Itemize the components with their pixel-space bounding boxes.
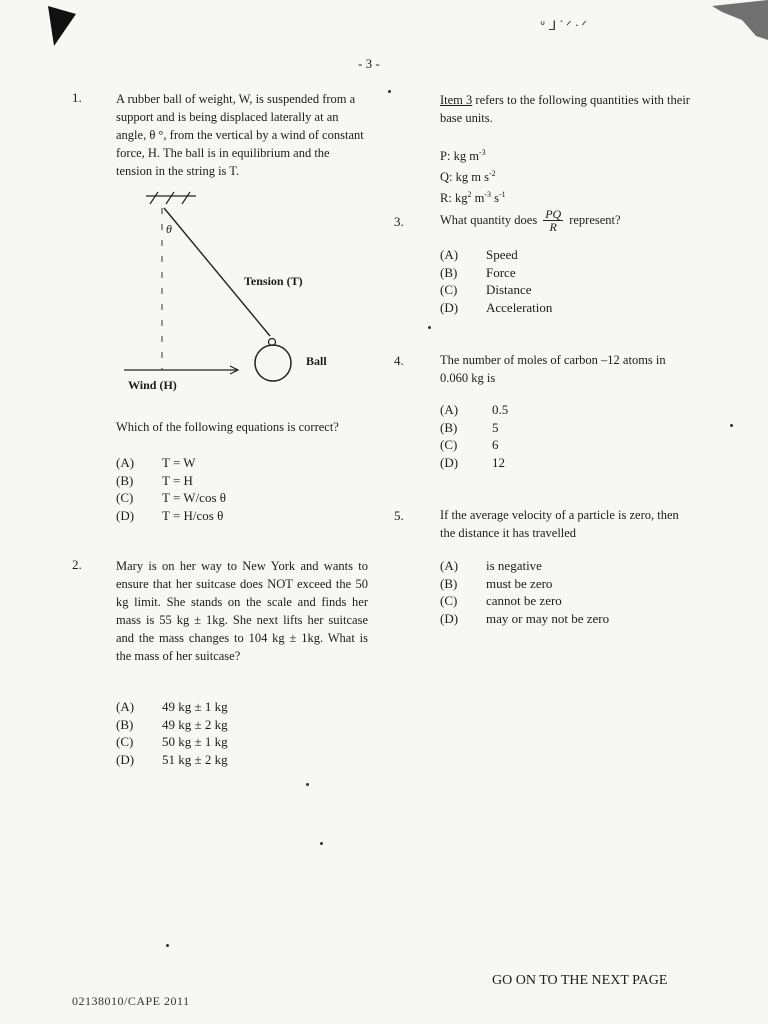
q5-option-c[interactable]: (C) cannot be zero — [440, 593, 562, 609]
scan-speck — [730, 424, 733, 427]
q3-option-b[interactable]: (B) Force — [440, 264, 516, 280]
scan-speck — [388, 90, 391, 93]
q5-options — [440, 557, 609, 627]
paper-code: 02138010/CAPE 2011 — [72, 994, 190, 1008]
q4-text: The number of moles of carbon –12 atoms in 0.060 kg is — [440, 353, 666, 385]
q4-option-d[interactable]: (D) 12 — [440, 454, 505, 470]
item3-intro — [440, 91, 700, 127]
top-right-scribble: ᐡ ᒧ ᐝ ᐟ ᐧ ᐟ — [540, 18, 587, 33]
q1-options — [116, 454, 226, 524]
item3-ref: Item 3 — [440, 93, 473, 107]
q3-option-c[interactable]: (C) Distance — [440, 282, 532, 298]
q1-option-d[interactable]: (D) T = H/cos θ — [116, 507, 224, 523]
q2-option-b[interactable]: (B) 49 kg ± 2 kg — [116, 716, 228, 732]
q3-question: What quantity does $\frac{PQ}{R}$ represent? — [440, 207, 621, 234]
item3-intro-text: refers to the following quantities with their base units. — [440, 93, 690, 125]
q2-number: 2. — [72, 557, 82, 572]
q5-option-b[interactable]: (B) must be zero — [440, 575, 553, 591]
q1-number: 1. — [72, 90, 82, 105]
q2-text: Mary is on her way to New York and wants to ensure that her suitcase does NOT exceed the 50 kg limit. She stands on the scale and finds her mass is 55 kg ± 1kg. She next lifts her suitcase and the mass changes to 104 kg ± 1kg. What is the mass of her suitcase? — [116, 559, 368, 663]
q4-options — [440, 401, 508, 471]
q2-option-a[interactable]: (A) 49 kg ± 1 kg — [116, 699, 228, 714]
next-page-note: GO ON TO THE NEXT PAGE — [492, 973, 668, 988]
q5-number: 5. — [394, 508, 404, 523]
q3-option-a[interactable]: (A) Speed — [440, 247, 518, 262]
quantity-q: Q: kg m $s^{-2}$ — [440, 169, 496, 185]
q5-option-d[interactable]: (D) may or may not be zero — [440, 610, 610, 626]
q3-options — [440, 246, 552, 316]
wind-label: Wind (H) — [128, 378, 177, 392]
q3-number: 3. — [394, 214, 404, 229]
q4-option-b[interactable]: (B) 5 — [440, 419, 499, 435]
quantity-r: R: $kg^2$ $m^{-3}$ $s^{-1}$ — [440, 190, 506, 206]
theta-label: θ — [166, 222, 172, 236]
q2-options — [116, 698, 228, 768]
q5-option-a[interactable]: (A) is negative — [440, 558, 542, 573]
scan-edge-shadow — [712, 0, 768, 40]
q4-number: 4. — [394, 353, 404, 368]
ball-label: Ball — [306, 354, 327, 368]
q3-fraction: $\frac{PQ}{R}$ — [545, 207, 562, 234]
quantity-p: P: kg $m^{-3}$ — [440, 148, 486, 164]
item3-quantities — [440, 144, 506, 207]
q5-text: If the average velocity of a particle is zero, then the distance it has travelled — [440, 508, 679, 540]
q2-option-d[interactable]: (D) 51 kg ± 2 kg — [116, 751, 228, 767]
scan-speck — [428, 326, 431, 329]
page-number: - 3 - — [358, 56, 380, 71]
q4-option-a[interactable]: (A) 0.5 — [440, 402, 509, 417]
tension-label: Tension (T) — [244, 274, 303, 288]
q2-option-c[interactable]: (C) 50 kg ± 1 kg — [116, 734, 228, 750]
q1-question: Which of the following equations is correct? — [116, 420, 339, 434]
q1-text: A rubber ball of weight, W, is suspended from a support and is being displaced laterally at an angle, θ °, from the vertical by a wind of constant force, H. The ball is in equilibrium and the tension in the string is T. — [116, 92, 364, 178]
corner-scan-mark — [48, 6, 76, 46]
scan-speck — [166, 944, 169, 947]
q3-option-d[interactable]: (D) Acceleration — [440, 299, 553, 315]
q4-option-c[interactable]: (C) 6 — [440, 437, 499, 453]
q1-option-a[interactable]: (A) T = W — [116, 455, 196, 470]
q1-option-b[interactable]: (B) T = H — [116, 472, 193, 488]
scan-speck — [320, 842, 323, 845]
q1-option-c[interactable]: (C) T = W/cos θ — [116, 490, 226, 506]
scan-speck — [306, 783, 309, 786]
